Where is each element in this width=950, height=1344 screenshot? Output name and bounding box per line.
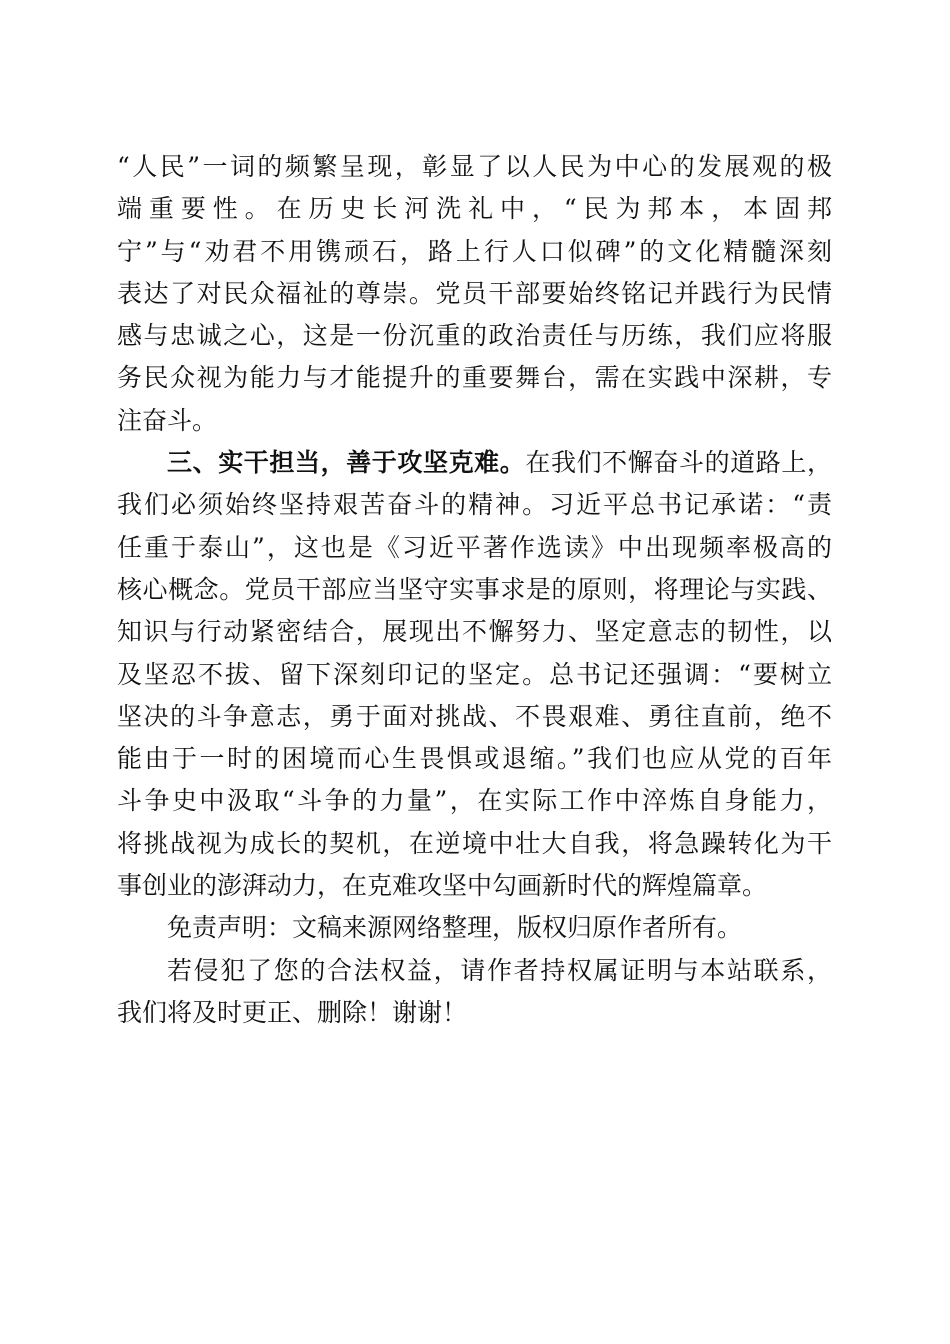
paragraph-2-line: 将挑战视为成长的契机，在逆境中壮大自我，将急躁转化为干 (117, 828, 832, 858)
paragraph-2-line: 知识与行动紧密结合，展现出不懈努力、坚定意志的韧性，以 (117, 617, 832, 647)
paragraph-2-first-line (117, 442, 832, 484)
disclaimer-line: 免责声明：文稿来源网络整理，版权归原作者所有。 (167, 913, 743, 943)
paragraph-1-line: 表达了对民众福祉的尊崇。党员干部要始终铭记并践行为民情 (117, 278, 832, 308)
paragraph-2-line: 能由于一时的困境而心生畏惧或退缩。”我们也应从党的百年 (117, 744, 832, 774)
disclaimer (117, 907, 832, 1034)
section-heading: 三、实干担当，善于攻坚克难。 (167, 448, 526, 478)
disclaimer-line: 我们将及时更正、删除！谢谢！ (117, 997, 468, 1027)
paragraph-2-line: 我们必须始终坚持艰苦奋斗的精神。习近平总书记承诺：“责 (117, 490, 832, 520)
paragraph-2-line: 事创业的澎湃动力，在克难攻坚中勾画新时代的辉煌篇章。 (117, 871, 768, 901)
paragraph-1-line: 端重要性。在历史长河洗礼中，“民为邦本，本固邦 (117, 194, 832, 224)
paragraph-2-line: 核心概念。党员干部应当坚守实事求是的原则，将理论与实践、 (117, 574, 832, 604)
paragraph-2-line: 斗争史中汲取“斗争的力量”，在实际工作中淬炼自身能力， (117, 786, 832, 816)
paragraph-2-line: 及坚忍不拔、留下深刻印记的坚定。总书记还强调：“要树立 (117, 659, 832, 689)
paragraph-1-line: 宁”与“劝君不用镌顽石，路上行人口似碑”的文化精髓深刻 (117, 236, 832, 266)
document-body (117, 146, 832, 1034)
paragraph-2 (117, 442, 832, 907)
disclaimer-line: 若侵犯了您的合法权益，请作者持权属证明与本站联系， (167, 955, 832, 985)
paragraph-1-line: 注奋斗。 (117, 405, 218, 435)
paragraph-2-line: 任重于泰山”，这也是《习近平著作选读》中出现频率极高的 (117, 532, 832, 562)
paragraph-1-line: “人民”一词的频繁呈现，彰显了以人民为中心的发展观的极 (117, 152, 832, 181)
paragraph-1 (117, 146, 832, 442)
paragraph-2-line: 坚决的斗争意志，勇于面对挑战、不畏艰难、勇往直前，绝不 (117, 701, 832, 731)
paragraph-2-first-line-text: 在我们不懈奋斗的道路上， (525, 448, 832, 478)
paragraph-1-line: 务民众视为能力与才能提升的重要舞台，需在实践中深耕，专 (117, 363, 832, 393)
paragraph-1-line: 感与忠诚之心，这是一份沉重的政治责任与历练，我们应将服 (117, 321, 832, 351)
